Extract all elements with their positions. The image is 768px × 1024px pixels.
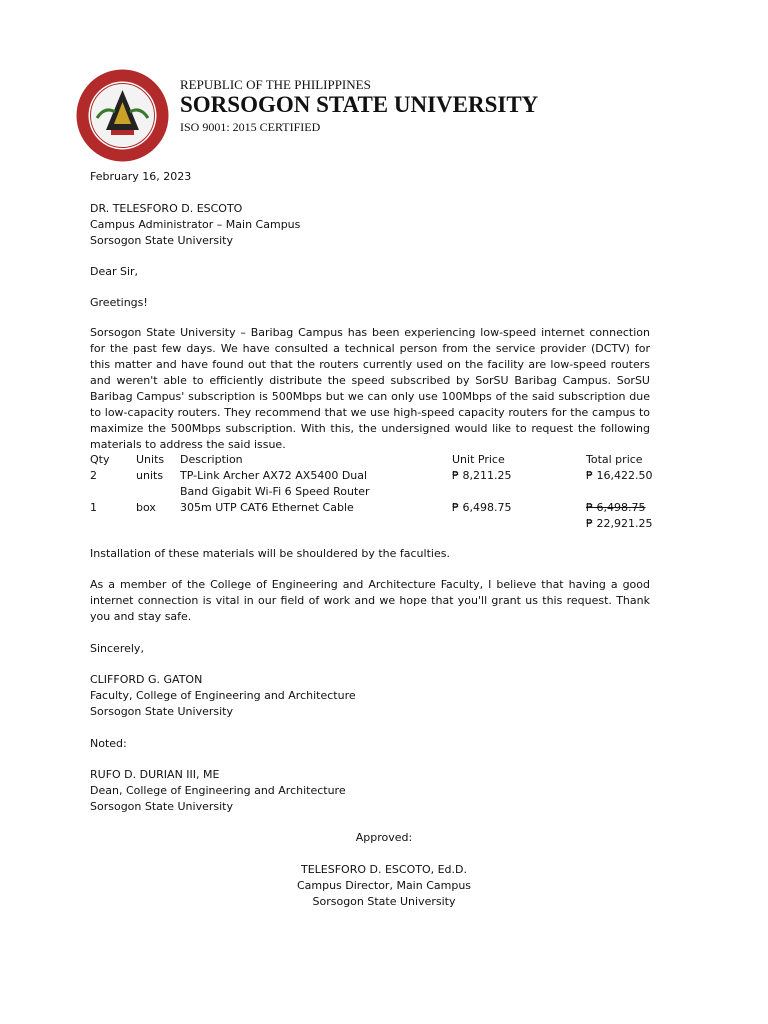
header-unit-price: Unit Price: [452, 453, 505, 466]
approver-org: Sorsogon State University: [312, 895, 456, 908]
noter-position: Dean, College of Engineering and Architecture: [90, 784, 346, 797]
row-description-cont: Band Gigabit Wi-Fi 6 Speed Router: [180, 485, 370, 498]
row-total-price: ₱ 16,422.50: [586, 469, 653, 482]
sender-position: Faculty, College of Engineering and Architecture: [90, 689, 356, 702]
letter-date: February 16, 2023: [90, 170, 192, 183]
recipient-name: DR. TELESFORO D. ESCOTO: [90, 202, 243, 215]
noter-name: RUFO D. DURIAN III, ME: [90, 768, 220, 781]
row-unit-price: ₱ 6,498.75: [452, 501, 512, 514]
row-total-price: ₱ 6,498.75: [586, 501, 646, 514]
installation-note: Installation of these materials will be shouldered by the faculties.: [90, 547, 450, 560]
approver-position: Campus Director, Main Campus: [296, 879, 472, 892]
university-name: SORSOGON STATE UNIVERSITY: [180, 92, 539, 117]
noted-label: Noted:: [90, 737, 127, 750]
header-qty: Qty: [90, 453, 110, 466]
sender-org: Sorsogon State University: [90, 705, 233, 718]
salutation: Dear Sir,: [90, 265, 139, 278]
republic-header: REPUBLIC OF THE PHILIPPINES: [180, 77, 371, 92]
row-qty: 1: [90, 501, 97, 514]
sender-name: CLIFFORD G. GATON: [90, 673, 203, 686]
row-units: box: [136, 501, 156, 514]
closing-paragraph: As a member of the College of Engineering and Architecture Faculty, I believe that having a good internet connection is vital in our field of work and we hope that you'll grant us this request. Thank you and stay safe.: [90, 578, 650, 623]
row-description: 305m UTP CAT6 Ethernet Cable: [180, 501, 354, 514]
header-units: Units: [136, 453, 165, 466]
sincerely: Sincerely,: [90, 642, 144, 655]
row-units: units: [136, 469, 164, 482]
body-paragraph: Sorsogon State University – Baribag Campus has been experiencing low-speed internet connection for the past few days. We have consulted a technical person from the service provider (DCTV) for this matter and have found out that the routers currently used on the facility are low-speed routers and weren't able to efficiently distribute the speed subscribed by SorSU Baribag Campus. SorSU Baribag Campus' subscription is 500Mbps but we can only use 100Mbps of the said subscription due to low-capacity routers. They recommend that we use high-speed capacity routers for the campus to maximize the 500Mbps subscription. With this, the undersigned would like to request the following materials to address the said issue.: [90, 326, 650, 451]
recipient-org: Sorsogon State University: [90, 234, 233, 247]
grand-total: ₱ 22,921.25: [586, 517, 653, 530]
row-qty: 2: [90, 469, 97, 482]
row-description: TP-Link Archer AX72 AX5400 Dual: [180, 469, 368, 482]
header-total-price: Total price: [586, 453, 643, 466]
iso-certification: ISO 9001: 2015 CERTIFIED: [180, 120, 321, 134]
row-unit-price: ₱ 8,211.25: [452, 469, 512, 482]
recipient-position: Campus Administrator – Main Campus: [90, 218, 301, 231]
university-seal: [75, 68, 170, 163]
approved-label: Approved:: [355, 831, 413, 844]
noter-org: Sorsogon State University: [90, 800, 233, 813]
greeting: Greetings!: [90, 296, 148, 309]
approver-name: TELESFORO D. ESCOTO, Ed.D.: [300, 863, 467, 876]
header-description: Description: [180, 453, 243, 466]
